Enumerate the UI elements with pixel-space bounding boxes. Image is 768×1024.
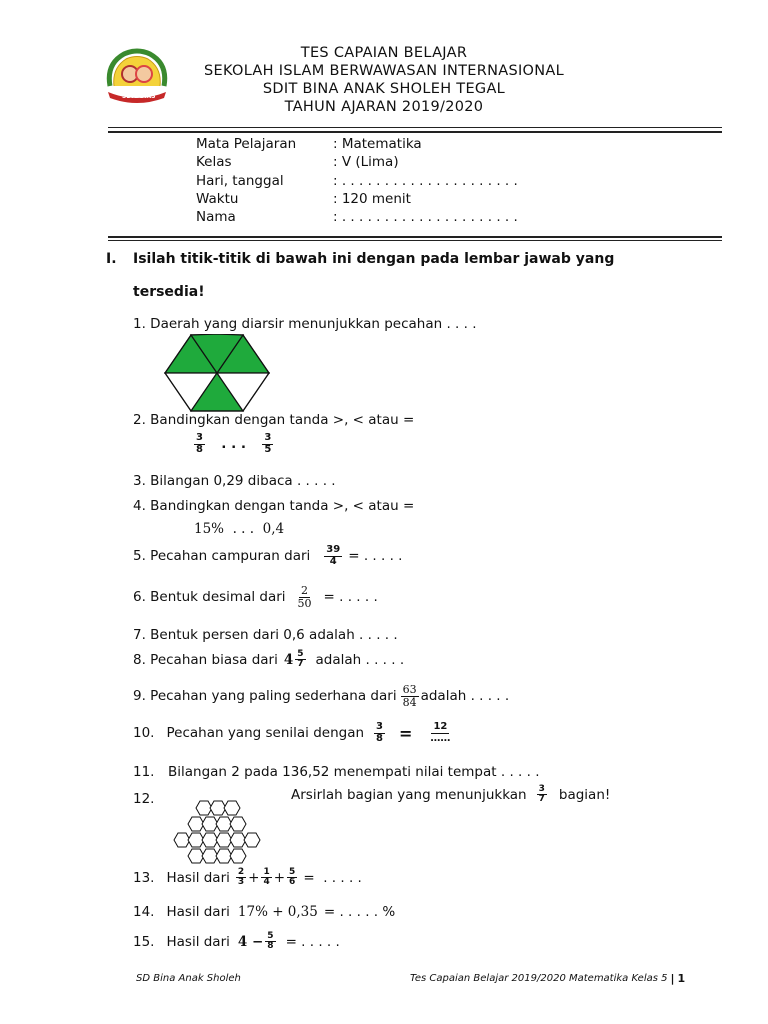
question-number: 13. — [133, 869, 155, 886]
question-8 — [133, 650, 404, 670]
fraction-denominator: 7 — [538, 794, 545, 805]
fraction — [428, 722, 452, 744]
section-title-line-1: Isilah titik-titik di bawah ini dengan pada lembar jawab yang — [133, 251, 615, 267]
fraction-numerator: 1 — [263, 867, 270, 877]
fraction — [537, 785, 547, 805]
footer-title: Tes Capaian Belajar 2019/2020 Matematika Kelas 5 — [410, 973, 668, 984]
question-7: 7. Bentuk persen dari 0,6 adalah . . . . . — [133, 627, 398, 643]
info-value-name: : . . . . . . . . . . . . . . . . . . . . . — [333, 209, 518, 225]
question-14 — [133, 904, 395, 920]
fraction-denominator: 6 — [289, 877, 296, 888]
fraction-denominator: 7 — [297, 659, 304, 670]
question-5-answer-blank: = . . . . . — [348, 548, 403, 564]
question-14-expression: 17% + 0,35 — [237, 904, 318, 920]
question-5-text: 5. Pecahan campuran dari — [133, 548, 311, 564]
fraction — [236, 868, 246, 888]
question-4: 4. Bandingkan dengan tanda >, < atau = — [133, 498, 415, 514]
fraction-denominator: 4 — [329, 555, 337, 567]
info-value-class: : V (Lima) — [333, 154, 399, 170]
question-3: 3. Bilangan 0,29 dibaca . . . . . — [133, 473, 336, 489]
question-9-answer-blank: adalah . . . . . — [420, 688, 510, 705]
question-10 — [133, 722, 454, 744]
fraction-numerator: 5 — [289, 867, 296, 877]
question-8-text: 8. Pecahan biasa dari — [133, 651, 278, 668]
header-rule-top-1 — [108, 127, 722, 128]
question-14-text: Hasil dari — [166, 904, 230, 920]
info-value-date: : . . . . . . . . . . . . . . . . . . . . . — [333, 173, 518, 189]
question-number: 10. — [133, 725, 155, 741]
fraction-numerator: 12 — [433, 721, 448, 732]
fraction-numerator: 3 — [264, 432, 272, 443]
fraction — [296, 585, 314, 609]
fraction-denominator: …… — [430, 732, 451, 744]
page-number: 1 — [677, 972, 686, 985]
equals-sign: = — [399, 723, 413, 743]
question-13-text: Hasil dari — [166, 869, 230, 886]
fraction-numerator: 2 — [301, 584, 309, 597]
fraction — [324, 545, 342, 567]
fraction — [401, 684, 419, 708]
plus-sign: + — [273, 869, 286, 886]
question-15 — [133, 932, 340, 952]
info-label-date: Hari, tanggal — [196, 173, 284, 189]
question-8-answer-blank: adalah . . . . . — [315, 651, 405, 668]
fraction — [265, 932, 275, 952]
info-label-time: Waktu — [196, 191, 239, 207]
fraction-numerator: 5 — [267, 931, 274, 941]
section-number: I. — [106, 251, 117, 267]
footer-right — [410, 972, 685, 985]
fraction-numerator: 39 — [326, 544, 341, 555]
info-label-name: Nama — [196, 209, 236, 225]
info-label-subject: Mata Pelajaran — [196, 136, 297, 152]
hexagon-grid-figure — [172, 799, 268, 869]
info-label-class: Kelas — [196, 154, 232, 170]
fraction-numerator: 3 — [196, 432, 203, 443]
fraction-numerator: 3 — [376, 721, 384, 732]
question-13-answer-blank: = . . . . . — [303, 869, 362, 886]
fraction-denominator: 5 — [264, 443, 272, 455]
question-15-answer-blank: = . . . . . — [285, 933, 340, 950]
fraction — [374, 722, 385, 744]
info-value-time: : 120 menit — [333, 191, 411, 207]
hexagon-shaded-figure — [164, 334, 270, 416]
fraction-denominator: 84 — [402, 695, 417, 709]
question-1: 1. Daerah yang diarsir menunjukkan pecahan . . . . — [133, 316, 477, 332]
header-line-3: SDIT BINA ANAK SHOLEH TEGAL — [262, 81, 506, 97]
fraction-numerator: 3 — [538, 784, 545, 794]
question-2-expression — [192, 433, 275, 455]
fraction-numerator: 2 — [237, 867, 245, 877]
info-rule-2 — [108, 240, 722, 241]
info-value-subject: : Matematika — [333, 136, 422, 152]
question-number: 15. — [133, 933, 155, 950]
fraction — [194, 433, 205, 455]
fraction-denominator: 50 — [297, 596, 312, 610]
question-4-expression: 15% . . . 0,4 — [194, 521, 285, 537]
plus-sign: + — [248, 869, 260, 886]
section-title-line-2: tersedia! — [133, 284, 205, 300]
fraction-denominator: 3 — [237, 877, 245, 888]
logo-text: SDIT BIAS — [122, 93, 156, 100]
mixed-number-whole: 4 — [283, 651, 294, 668]
fraction-denominator: 8 — [376, 732, 384, 744]
question-6 — [133, 585, 378, 609]
fraction-denominator: 8 — [267, 941, 274, 952]
question-9-text: 9. Pecahan yang paling sederhana dari — [133, 688, 397, 705]
question-12-number: 12. — [133, 791, 155, 807]
question-11: Bilangan 2 pada 136,52 menempati nilai tempat . . . . . — [168, 764, 540, 780]
question-5 — [133, 545, 402, 567]
question-9 — [133, 684, 509, 708]
header-line-2: SEKOLAH ISLAM BERWAWASAN INTERNASIONAL — [204, 63, 564, 79]
comparison-dots: . . . — [221, 436, 247, 452]
fraction — [262, 433, 273, 455]
header-line-4: TAHUN AJARAN 2019/2020 — [284, 99, 484, 115]
question-10-text: Pecahan yang senilai dengan — [166, 725, 365, 741]
question-number: 14. — [133, 904, 155, 920]
fraction-numerator: 63 — [402, 683, 417, 696]
footer-left: SD Bina Anak Sholeh — [136, 973, 241, 984]
question-6-answer-blank: = . . . . . — [323, 589, 378, 606]
question-12 — [291, 785, 610, 805]
header-rule-top-2 — [108, 131, 722, 133]
footer-separator: | — [670, 972, 675, 985]
fraction-denominator: 4 — [263, 877, 270, 888]
question-12-text: Arsirlah bagian yang menunjukkan — [291, 786, 527, 803]
header-line-1: TES CAPAIAN BELAJAR — [300, 45, 468, 61]
question-15-whole-number: 4 − — [237, 933, 264, 950]
info-rule-1 — [108, 236, 722, 238]
question-6-text: 6. Bentuk desimal dari — [133, 589, 286, 606]
fraction — [261, 868, 271, 888]
fraction-numerator: 5 — [297, 649, 304, 659]
fraction-denominator: 8 — [196, 443, 203, 455]
fraction — [295, 650, 305, 670]
fraction — [287, 868, 297, 888]
question-15-text: Hasil dari — [166, 933, 230, 950]
question-14-answer-blank: = . . . . . % — [323, 904, 396, 920]
question-12-text-end: bagian! — [558, 786, 611, 803]
question-11-number: 11. — [133, 764, 155, 780]
question-2: 2. Bandingkan dengan tanda >, < atau = — [133, 412, 415, 428]
question-13 — [133, 868, 362, 888]
